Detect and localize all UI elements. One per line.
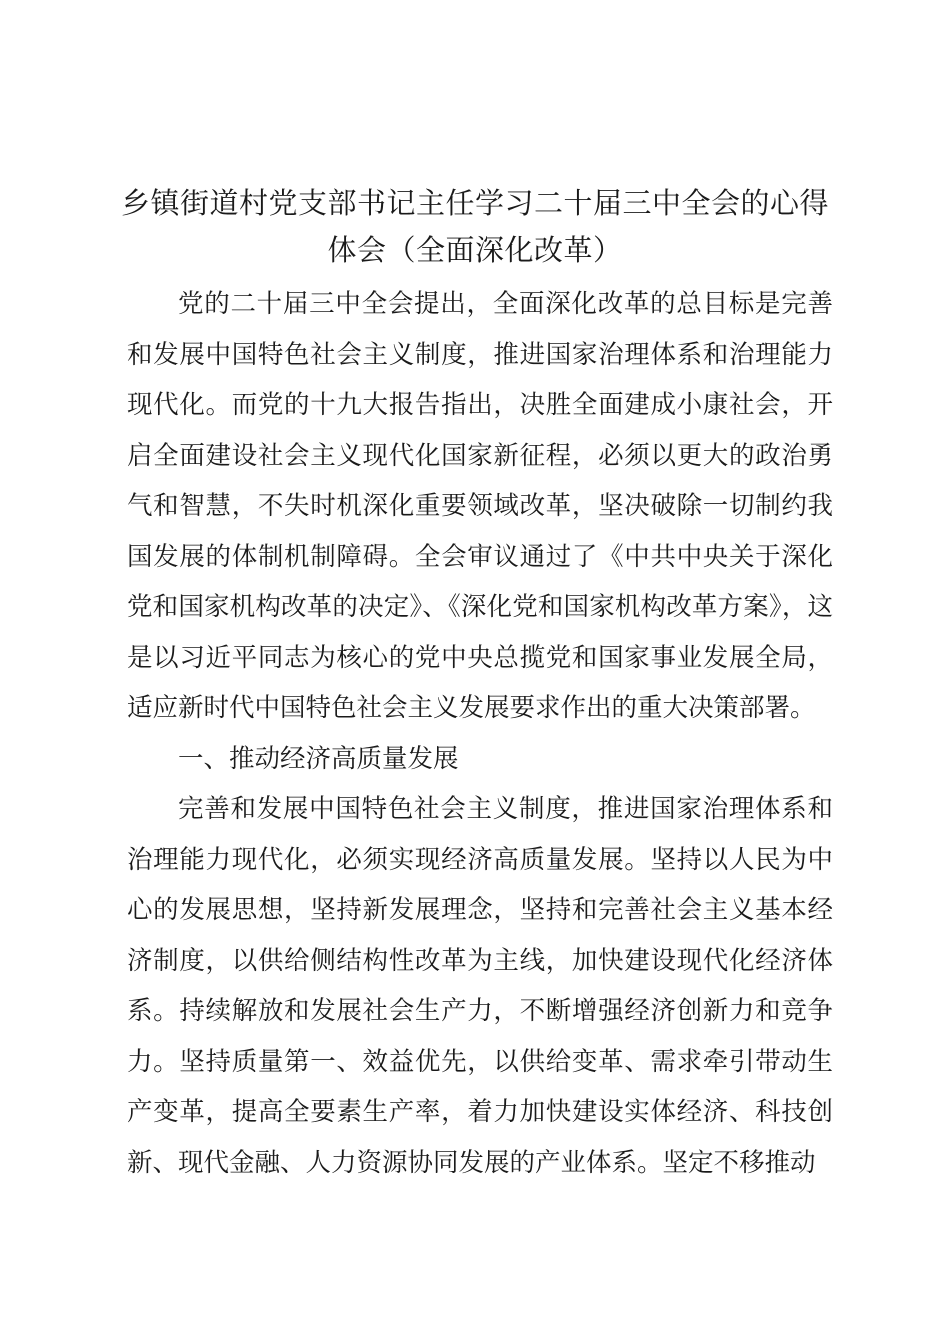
section-heading-1: 一、推动经济高质量发展 bbox=[178, 743, 459, 774]
paragraph-economy: 完善和发展中国特色社会主义制度，推进国家治理体系和治理能力现代化，必须实现经济高质量发展。坚持以人民为中心的发展思想，坚持新发展理念，坚持和完善社会主义基本经济制度，以供给侧结构性改革为主线，加快建设现代化经济体系。持续解放和发展社会生产力，不断增强经济创新力和竞争力。坚持质量第一、效益优先，以供给变革、需求牵引带动生产变革，提高全要素生产率，着力加快建设实体经济、科技创新、现代金融、人力资源协同发展的产业体系。坚定不移推动 bbox=[127, 794, 833, 1178]
paragraph-intro: 党的二十届三中全会提出，全面深化改革的总目标是完善和发展中国特色社会主义制度，推进国家治理体系和治理能力现代化。而党的十九大报告指出，决胜全面建成小康社会，开启全面建设社会主义现代化国家新征程，必须以更大的政治勇气和智慧，不失时机深化重要领域改革，坚决破除一切制约我国发展的体制机制障碍。全会审议通过了《中共中央关于深化党和国家机构改革的决定》、《深化党和国家机构改革方案》，这是以习近平同志为核心的党中央总揽党和国家事业发展全局，适应新时代中国特色社会主义发展要求作出的重大决策部署。 bbox=[127, 289, 833, 723]
title-line-1: 乡镇街道村党支部书记主任学习二十届三中全会的心得 bbox=[120, 186, 829, 220]
title-line-2: 体会（全面深化改革） bbox=[327, 233, 623, 267]
document-title bbox=[100, 180, 850, 274]
document-body bbox=[127, 279, 833, 1188]
